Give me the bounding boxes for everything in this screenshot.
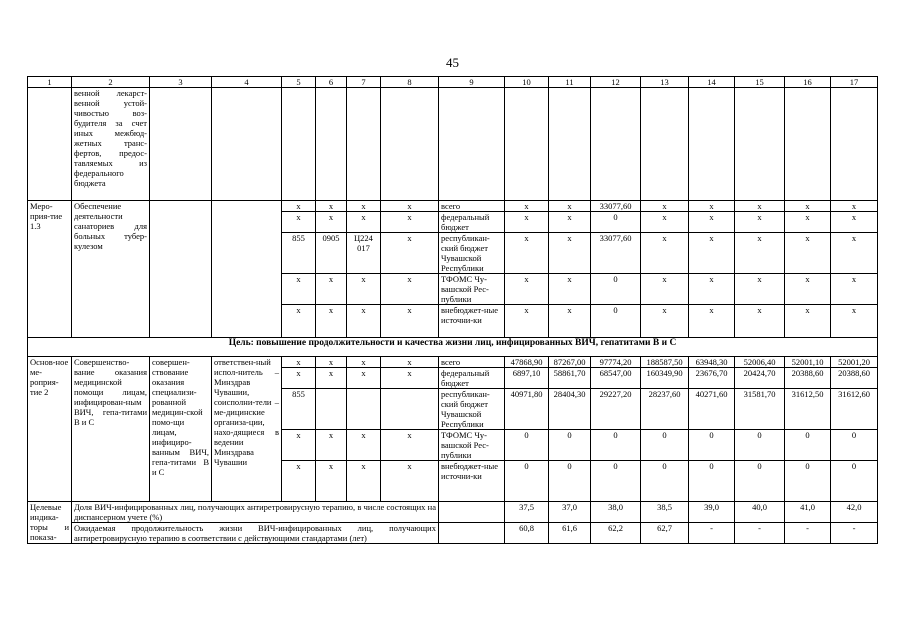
table-cell: х: [347, 305, 381, 338]
table-cell: х: [282, 212, 316, 233]
amount-cell: 52001,20: [831, 357, 878, 368]
column-number: 7: [347, 77, 381, 88]
column-number: 9: [439, 77, 505, 88]
table-cell: х: [381, 461, 439, 502]
column-number: 11: [549, 77, 591, 88]
table-cell: [381, 88, 439, 201]
table-cell: [150, 88, 212, 201]
amount-cell: х: [735, 274, 785, 305]
amount-cell: 0: [549, 461, 591, 502]
table-cell: х: [347, 357, 381, 368]
indicator-value: 42,0: [831, 502, 878, 523]
amount-cell: 0: [689, 461, 735, 502]
table-cell: х: [347, 274, 381, 305]
amount-cell: х: [549, 305, 591, 338]
table-cell: х: [282, 274, 316, 305]
table-cell: х: [282, 430, 316, 461]
indicator-value: 38,5: [641, 502, 689, 523]
amount-cell: 87267,00: [549, 357, 591, 368]
amount-cell: 31581,70: [735, 389, 785, 430]
table-cell: [150, 201, 212, 338]
indicator-value: 37,0: [549, 502, 591, 523]
table-cell: [316, 88, 347, 201]
column-number: 5: [282, 77, 316, 88]
indicator-row: [28, 502, 878, 523]
indicator-value: 41,0: [785, 502, 831, 523]
table-cell: х: [282, 368, 316, 389]
table-cell: х: [381, 368, 439, 389]
indicator-text: Ожидаемая продолжительность жизни ВИЧ-инфицированных лиц, получающих антиретровирусную терапию в соответствии с действующими стандартами (лет): [72, 523, 439, 544]
amount-cell: х: [641, 201, 689, 212]
amount-cell: 68547,00: [591, 368, 641, 389]
goal-heading: Цель: повышение продолжительности и качества жизни лиц, инфицированных ВИЧ, гепатитами В и С: [28, 338, 878, 357]
table-cell: х: [316, 357, 347, 368]
funding-source: внебюджет-ные источни-ки: [439, 461, 505, 502]
table-cell: [439, 523, 505, 544]
table-cell: х: [347, 201, 381, 212]
column-number: 3: [150, 77, 212, 88]
main-measure-label: Основ-ное ме-роприя-тие 2: [28, 357, 72, 502]
column-number: 16: [785, 77, 831, 88]
table-cell: [591, 88, 641, 201]
indicator-value: 62,7: [641, 523, 689, 544]
amount-cell: х: [831, 201, 878, 212]
amount-cell: 52006,40: [735, 357, 785, 368]
executor-description: ответствен-ный испол-нитель – Минздрав Чувашии, соисполни-тели – ме-дицинские организа-ции, нахо-дящиеся в ведении Минздрава Чувашии: [212, 357, 282, 502]
indicator-value: 61,6: [549, 523, 591, 544]
table-cell: [439, 88, 505, 201]
amount-cell: 63948,30: [689, 357, 735, 368]
table-cell: х: [347, 430, 381, 461]
amount-cell: х: [549, 201, 591, 212]
table-cell: [641, 88, 689, 201]
table-cell: х: [381, 233, 439, 274]
amount-cell: х: [831, 305, 878, 338]
table-cell: х: [381, 274, 439, 305]
amount-cell: х: [641, 305, 689, 338]
table-cell: х: [381, 357, 439, 368]
table-cell: х: [316, 274, 347, 305]
amount-cell: х: [689, 305, 735, 338]
amount-cell: 40971,80: [505, 389, 549, 430]
amount-cell: 0: [591, 212, 641, 233]
amount-cell: 20388,60: [785, 368, 831, 389]
amount-cell: 0: [689, 430, 735, 461]
amount-cell: х: [785, 274, 831, 305]
table-cell: х: [282, 461, 316, 502]
table-cell: х: [316, 305, 347, 338]
header-row: [28, 77, 878, 88]
column-number: 4: [212, 77, 282, 88]
budget-table: [27, 76, 878, 544]
amount-cell: х: [641, 274, 689, 305]
main-measure-name: Совершенство-вание оказания медицинской помощи лицам, инфицирован-ным ВИЧ, гепа-титами В и С: [72, 357, 150, 502]
amount-cell: 0: [591, 274, 641, 305]
amount-cell: х: [785, 201, 831, 212]
column-number: 17: [831, 77, 878, 88]
indicator-value: 38,0: [591, 502, 641, 523]
goal-row: [28, 338, 878, 357]
amount-cell: 0: [641, 430, 689, 461]
task-description: совершен-ствование оказания специализи-рованной медицин-ской помо-щи лицам, инфициро-ванным ВИЧ, гепа-титами В и С: [150, 357, 212, 502]
column-number: 1: [28, 77, 72, 88]
amount-cell: 47868,90: [505, 357, 549, 368]
table-cell: [316, 389, 347, 430]
amount-cell: х: [641, 233, 689, 274]
amount-cell: х: [735, 201, 785, 212]
amount-cell: 31612,50: [785, 389, 831, 430]
table-cell: [347, 389, 381, 430]
table-cell: х: [347, 461, 381, 502]
table-cell: х: [316, 430, 347, 461]
table-cell: [549, 88, 591, 201]
amount-cell: 0: [505, 461, 549, 502]
table-cell: х: [381, 305, 439, 338]
amount-cell: х: [689, 212, 735, 233]
amount-cell: 0: [641, 461, 689, 502]
amount-cell: 31612,60: [831, 389, 878, 430]
column-number: 2: [72, 77, 150, 88]
table-cell: [282, 88, 316, 201]
column-number: 12: [591, 77, 641, 88]
amount-cell: х: [785, 212, 831, 233]
amount-cell: х: [831, 233, 878, 274]
column-number: 6: [316, 77, 347, 88]
amount-cell: х: [735, 233, 785, 274]
table-cell: х: [381, 430, 439, 461]
amount-cell: 0: [735, 461, 785, 502]
amount-cell: 160349,90: [641, 368, 689, 389]
amount-cell: 0: [549, 430, 591, 461]
amount-cell: 0: [505, 430, 549, 461]
amount-cell: 52001,10: [785, 357, 831, 368]
table-cell: [785, 88, 831, 201]
amount-cell: 0: [785, 430, 831, 461]
table-cell: х: [282, 201, 316, 212]
funding-source: федеральный бюджет: [439, 368, 505, 389]
amount-cell: 29227,20: [591, 389, 641, 430]
amount-cell: 0: [591, 305, 641, 338]
table-cell: х: [381, 201, 439, 212]
amount-cell: 188587,50: [641, 357, 689, 368]
amount-cell: х: [785, 305, 831, 338]
funding-source: ТФОМС Чу-вашской Рес-публики: [439, 274, 505, 305]
amount-cell: 58861,70: [549, 368, 591, 389]
amount-cell: х: [505, 274, 549, 305]
column-number: 8: [381, 77, 439, 88]
funding-source: ТФОМС Чу-вашской Рес-публики: [439, 430, 505, 461]
amount-cell: х: [689, 201, 735, 212]
funding-source: федеральный бюджет: [439, 212, 505, 233]
column-number: 13: [641, 77, 689, 88]
amount-cell: 0: [831, 461, 878, 502]
amount-cell: х: [505, 201, 549, 212]
table-cell: х: [316, 212, 347, 233]
amount-cell: 28404,30: [549, 389, 591, 430]
amount-cell: 33077,60: [591, 233, 641, 274]
indicator-value: -: [735, 523, 785, 544]
continuation-row: [28, 88, 878, 201]
amount-cell: х: [735, 212, 785, 233]
table-cell: [212, 88, 282, 201]
indicator-value: 37,5: [505, 502, 549, 523]
amount-cell: х: [785, 233, 831, 274]
table-cell: [735, 88, 785, 201]
amount-cell: 23676,70: [689, 368, 735, 389]
indicator-value: -: [785, 523, 831, 544]
column-number: 14: [689, 77, 735, 88]
indicator-value: -: [831, 523, 878, 544]
amount-cell: х: [689, 274, 735, 305]
table-cell: [212, 201, 282, 338]
amount-cell: х: [831, 212, 878, 233]
table-cell: Ц224 017: [347, 233, 381, 274]
funding-source: всего: [439, 357, 505, 368]
table-cell: х: [316, 201, 347, 212]
amount-cell: х: [505, 212, 549, 233]
indicator-value: 39,0: [689, 502, 735, 523]
amount-cell: х: [735, 305, 785, 338]
table-cell: х: [316, 368, 347, 389]
continued-description: венной лекарст-венной устой-чивостью воз-будителя за счет иных межбюд-жетных транс-фертов, предос-тавляемых из федерального бюджета: [72, 88, 150, 201]
table-cell: х: [282, 357, 316, 368]
table-cell: [381, 389, 439, 430]
indicator-value: 40,0: [735, 502, 785, 523]
table-cell: х: [282, 305, 316, 338]
amount-cell: 20424,70: [735, 368, 785, 389]
table-cell: х: [347, 368, 381, 389]
column-number: 15: [735, 77, 785, 88]
amount-cell: х: [689, 233, 735, 274]
table-cell: 855: [282, 389, 316, 430]
page-number: 45: [446, 55, 459, 70]
amount-cell: 6897,10: [505, 368, 549, 389]
funding-source: всего: [439, 201, 505, 212]
amount-cell: 0: [785, 461, 831, 502]
amount-cell: 40271,60: [689, 389, 735, 430]
amount-cell: 20388,60: [831, 368, 878, 389]
main-measure-row: [28, 357, 878, 368]
table-cell: х: [347, 212, 381, 233]
amount-cell: 0: [831, 430, 878, 461]
table-cell: 0905: [316, 233, 347, 274]
measure-label: Меро-прия-тие 1.3: [28, 201, 72, 338]
funding-source: внебюджет-ные источни-ки: [439, 305, 505, 338]
amount-cell: 0: [591, 461, 641, 502]
indicator-value: 60,8: [505, 523, 549, 544]
amount-cell: х: [505, 305, 549, 338]
amount-cell: 33077,60: [591, 201, 641, 212]
table-cell: [505, 88, 549, 201]
indicator-value: 62,2: [591, 523, 641, 544]
amount-cell: 0: [735, 430, 785, 461]
amount-cell: х: [549, 274, 591, 305]
amount-cell: 28237,60: [641, 389, 689, 430]
indicator-text: Доля ВИЧ-инфицированных лиц, получающих антиретровирусную терапию, в числе состоящих на диспансерном учете (%): [72, 502, 439, 523]
table-cell: х: [316, 461, 347, 502]
amount-cell: х: [505, 233, 549, 274]
indicator-value: -: [689, 523, 735, 544]
table-cell: х: [381, 212, 439, 233]
funding-source: республикан-ский бюджет Чувашской Республики: [439, 233, 505, 274]
amount-cell: 97774,20: [591, 357, 641, 368]
indicator-row: [28, 523, 878, 544]
table-cell: [347, 88, 381, 201]
table-cell: [439, 502, 505, 523]
amount-cell: 0: [591, 430, 641, 461]
column-number: 10: [505, 77, 549, 88]
funding-source: республикан-ский бюджет Чувашской Республики: [439, 389, 505, 430]
amount-cell: х: [549, 212, 591, 233]
amount-cell: х: [641, 212, 689, 233]
table-cell: [831, 88, 878, 201]
amount-cell: х: [831, 274, 878, 305]
table-cell: [28, 88, 72, 201]
indicators-label: Целевые индика-торы и показа-: [28, 502, 72, 544]
measure-row: [28, 201, 878, 212]
table-cell: 855: [282, 233, 316, 274]
measure-name: Обеспечение деятельности санаториев для больных тубер-кулезом: [72, 201, 150, 338]
table-cell: [689, 88, 735, 201]
amount-cell: х: [549, 233, 591, 274]
